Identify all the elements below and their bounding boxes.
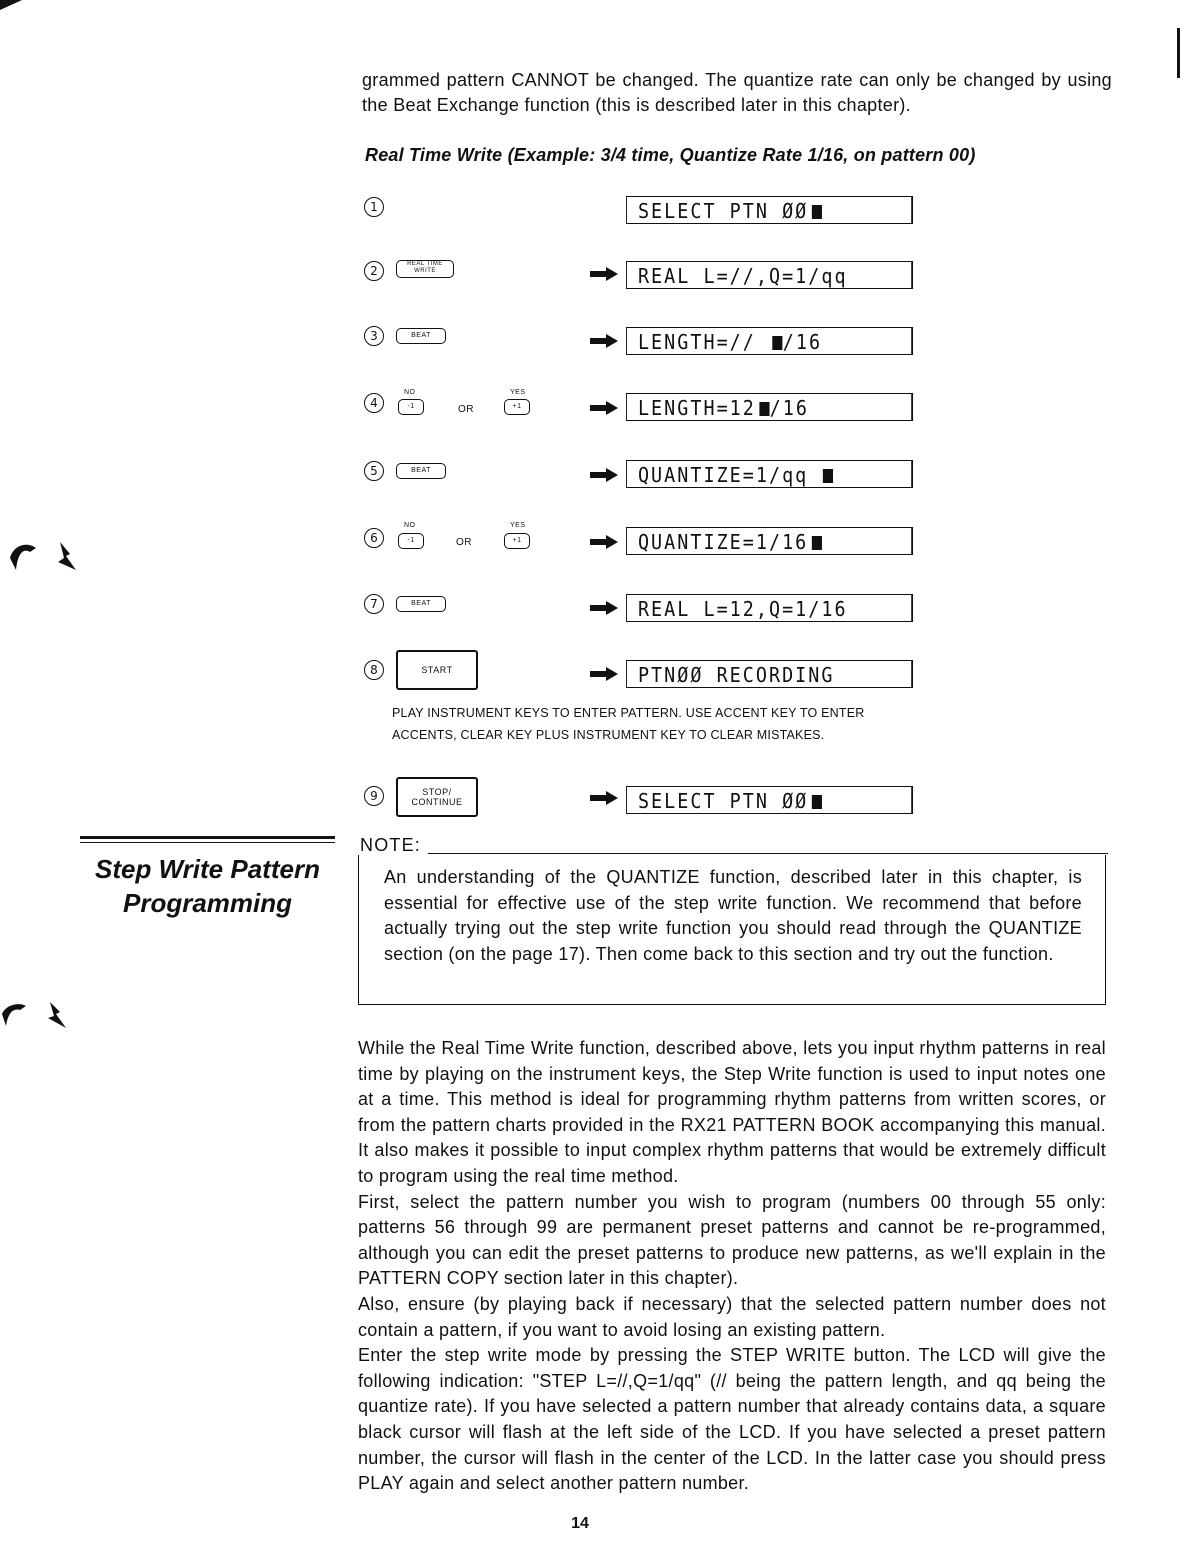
- sidebar-section-title: [80, 852, 335, 920]
- corner-mark: [0, 0, 24, 14]
- binding-hole-mark: [0, 998, 72, 1034]
- lcd-display-7: REAL L=12,Q=1/16: [626, 594, 913, 622]
- lcd-display-2: REAL L=//,Q=1/qq: [626, 261, 913, 289]
- lcd-display-8: PTNØØ RECORDING: [626, 660, 913, 688]
- intro-paragraph: grammed pattern CANNOT be changed. The quantize rate can only be changed by using the Beat Exchange function (this is described later in this chapter).: [362, 70, 1112, 115]
- body-paragraph-1: While the Real Time Write function, described above, lets you input rhythm patterns in real time by playing on the instrument keys, the Step Write function is used to input notes one at a time. This method is ideal for programming rhythm patterns from written scores, or from the pattern charts provided in the RX21 PATTERN BOOK accompanying this manual. It also makes it possible to input complex rhythm patterns that would be extremely difficult to program using the real time method.: [358, 1038, 1106, 1186]
- step-number-2: 2: [364, 261, 384, 281]
- step-number-8: 8: [364, 660, 384, 680]
- arrow-right-icon: [590, 401, 618, 415]
- lcd-display-4: LENGTH=12 /16: [626, 393, 913, 421]
- body-paragraph-4: Enter the step write mode by pressing the STEP WRITE button. The LCD will give the following indication: "STEP L=//,Q=1/qq" (// being the pattern length, and qq being the quantize rate). If you have selected a pattern number that already contains data, a square black cursor will flash at the left side of the LCD. If you have selected a preset pattern number, the cursor will flash in the center of the LCD. In the latter case you should press PLAY again and select another pattern number.: [358, 1345, 1106, 1494]
- cursor-block: [812, 536, 822, 550]
- yes-label: YES: [510, 522, 526, 529]
- step-number-7: 7: [364, 594, 384, 614]
- plus-one-key[interactable]: +1: [504, 533, 530, 549]
- or-label: OR: [458, 404, 474, 415]
- step-number-4: 4: [364, 393, 384, 413]
- beat-key[interactable]: BEAT: [396, 328, 446, 344]
- real-time-write-key[interactable]: REAL TIME WRITE: [396, 260, 454, 278]
- cursor-block: [823, 469, 833, 483]
- lcd-display-5: QUANTIZE=1/qq: [626, 460, 913, 488]
- no-label: NO: [404, 522, 416, 529]
- lcd-display-3: LENGTH=// /16: [626, 327, 913, 355]
- note-title: NOTE:: [360, 835, 422, 855]
- step-number-1: 1: [364, 197, 384, 217]
- start-key[interactable]: START: [396, 650, 478, 690]
- yes-label: YES: [510, 389, 526, 396]
- no-label: NO: [404, 389, 416, 396]
- note-text: An understanding of the QUANTIZE function, described later in this chapter, is essential for effective use of the step write function. We recommend that before actually trying out the step write function you should read through the QUANTIZE section (on the page 17). Then come back to this section and try out the function.: [384, 867, 1082, 964]
- arrow-right-icon: [590, 334, 618, 348]
- lcd-display-1: SELECT PTN ØØ: [626, 196, 913, 224]
- step-number-6: 6: [364, 528, 384, 548]
- page-number: 14: [571, 1515, 589, 1532]
- cursor-block: [812, 795, 822, 809]
- minus-one-key[interactable]: -1: [398, 533, 424, 549]
- beat-key[interactable]: BEAT: [396, 596, 446, 612]
- or-label: OR: [456, 537, 472, 548]
- arrow-right-icon: [590, 468, 618, 482]
- note-rule: [428, 853, 1108, 854]
- arrow-right-icon: [590, 667, 618, 681]
- cursor-block: [812, 205, 822, 219]
- section-heading: Real Time Write (Example: 3/4 time, Quantize Rate 1/16, on pattern 00): [365, 145, 976, 165]
- section-rule: [80, 842, 335, 843]
- body-text: [358, 1036, 1106, 1497]
- plus-one-key[interactable]: +1: [504, 399, 530, 415]
- step-number-5: 5: [364, 461, 384, 481]
- body-paragraph-3: Also, ensure (by playing back if necessary) that the selected pattern number does not contain a pattern, if you want to avoid losing an existing pattern.: [358, 1293, 1106, 1340]
- cursor-block: [773, 336, 783, 350]
- body-paragraph-2: First, select the pattern number you wish to program (numbers 00 through 55 only: patterns 56 through 99 are permanent preset patterns and cannot be re-programmed, although you can edit the preset patterns to produce new patterns, as we'll explain in the PATTERN COPY section later in this chapter).: [358, 1191, 1106, 1289]
- lcd-display-6: QUANTIZE=1/16: [626, 527, 913, 555]
- arrow-right-icon: [590, 267, 618, 281]
- arrow-right-icon: [590, 791, 618, 805]
- sidebar-title-line-2: Programming: [122, 888, 293, 918]
- stop-continue-key[interactable]: STOP/ CONTINUE: [396, 777, 478, 817]
- arrow-right-icon: [590, 535, 618, 549]
- sidebar-title-line-1: Step Write Pattern: [95, 854, 320, 884]
- step-number-3: 3: [364, 326, 384, 346]
- beat-key[interactable]: BEAT: [396, 463, 446, 479]
- minus-one-key[interactable]: -1: [398, 399, 424, 415]
- lcd-display-9: SELECT PTN ØØ: [626, 786, 913, 814]
- binding-hole-mark: [8, 540, 80, 576]
- instruction-text: PLAY INSTRUMENT KEYS TO ENTER PATTERN. USE ACCENT KEY TO ENTER ACCENTS, CLEAR KEY PLUS INSTRUMENT KEY TO CLEAR MISTAKES.: [392, 706, 865, 742]
- margin-bar: [1177, 28, 1180, 78]
- cursor-block: [760, 402, 770, 416]
- section-rule: [80, 836, 335, 839]
- arrow-right-icon: [590, 601, 618, 615]
- step-number-9: 9: [364, 786, 384, 806]
